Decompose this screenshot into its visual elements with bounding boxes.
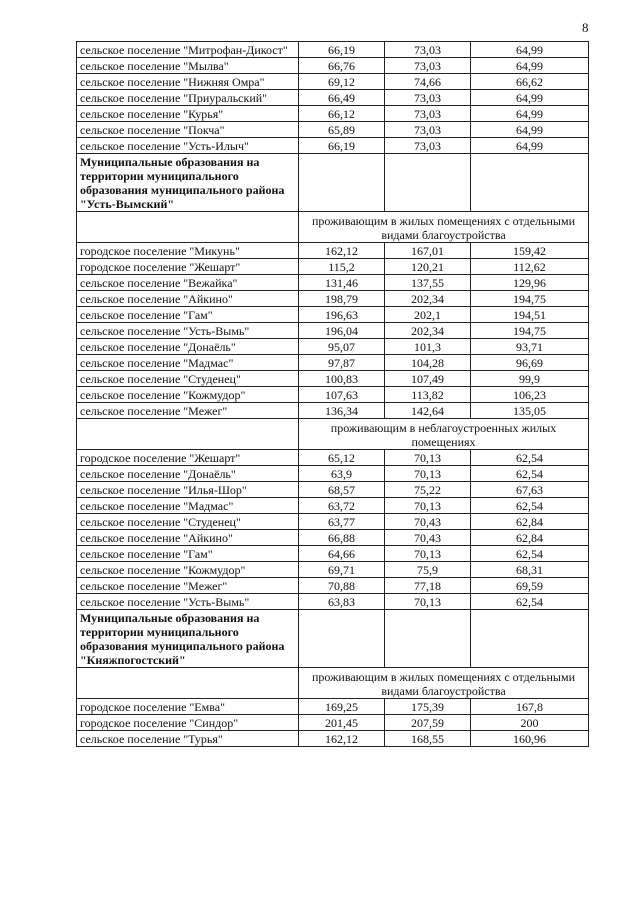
- value-cell-2: 73,03: [385, 42, 471, 58]
- value-cell-3: 68,31: [471, 562, 589, 578]
- section-header-row: [77, 610, 589, 668]
- value-cell-2: 142,64: [385, 403, 471, 419]
- settlement-name-cell: сельское поселение "Покча": [77, 122, 299, 138]
- value-cell-2: 168,55: [385, 731, 471, 747]
- value-cell-2: 207,59: [385, 715, 471, 731]
- settlement-name-cell: городское поселение "Жешарт": [77, 259, 299, 275]
- table-row: [77, 58, 589, 74]
- table-row: [77, 715, 589, 731]
- value-cell-2: 113,82: [385, 387, 471, 403]
- table-row: [77, 466, 589, 482]
- value-cell-1: 196,04: [299, 323, 385, 339]
- settlement-name-cell: городское поселение "Синдор": [77, 715, 299, 731]
- value-cell-3: 99,9: [471, 371, 589, 387]
- settlement-name-cell: сельское поселение "Межег": [77, 578, 299, 594]
- subheader-text: проживающим в неблагоустроенных жилых помещениях: [299, 419, 589, 450]
- settlement-name-cell: сельское поселение "Кожмудор": [77, 387, 299, 403]
- settlement-name-cell: сельское поселение "Студенец": [77, 371, 299, 387]
- settlement-name-cell: сельское поселение "Нижняя Омра": [77, 74, 299, 90]
- empty-cell: [385, 154, 471, 212]
- table-row: [77, 403, 589, 419]
- table-row: [77, 138, 589, 154]
- value-cell-1: 66,76: [299, 58, 385, 74]
- section-title: Муниципальные образования на территории муниципального образования муниципального района "Княжпогостский": [77, 610, 299, 668]
- value-cell-1: 100,83: [299, 371, 385, 387]
- value-cell-2: 70,13: [385, 450, 471, 466]
- empty-cell: [471, 154, 589, 212]
- settlement-name-cell: городское поселение "Емва": [77, 699, 299, 715]
- table-row: [77, 514, 589, 530]
- value-cell-1: 136,34: [299, 403, 385, 419]
- subheader-row: [77, 668, 589, 699]
- value-cell-2: 73,03: [385, 90, 471, 106]
- value-cell-1: 162,12: [299, 243, 385, 259]
- subheader-text: проживающим в жилых помещениях с отдельными видами благоустройства: [299, 668, 589, 699]
- table-row: [77, 578, 589, 594]
- settlement-name-cell: сельское поселение "Донаёль": [77, 466, 299, 482]
- settlement-name-cell: сельское поселение "Кожмудор": [77, 562, 299, 578]
- subheader-row: [77, 419, 589, 450]
- value-cell-3: 62,54: [471, 594, 589, 610]
- value-cell-1: 70,88: [299, 578, 385, 594]
- value-cell-3: 64,99: [471, 58, 589, 74]
- value-cell-1: 97,87: [299, 355, 385, 371]
- value-cell-1: 169,25: [299, 699, 385, 715]
- settlement-name-cell: сельское поселение "Усть-Вымь": [77, 323, 299, 339]
- settlement-name-cell: сельское поселение "Приуральский": [77, 90, 299, 106]
- value-cell-1: 198,79: [299, 291, 385, 307]
- empty-cell: [299, 154, 385, 212]
- value-cell-2: 107,49: [385, 371, 471, 387]
- value-cell-2: 104,28: [385, 355, 471, 371]
- settlement-name-cell: городское поселение "Жешарт": [77, 450, 299, 466]
- value-cell-3: 194,51: [471, 307, 589, 323]
- subheader-row: [77, 212, 589, 243]
- value-cell-3: 69,59: [471, 578, 589, 594]
- value-cell-1: 131,46: [299, 275, 385, 291]
- table-row: [77, 482, 589, 498]
- table-row: [77, 243, 589, 259]
- table-row: [77, 594, 589, 610]
- value-cell-2: 70,43: [385, 530, 471, 546]
- settlement-name-cell: сельское поселение "Усть-Илыч": [77, 138, 299, 154]
- table-row: [77, 307, 589, 323]
- settlement-name-cell: городское поселение "Микунь": [77, 243, 299, 259]
- value-cell-3: 194,75: [471, 291, 589, 307]
- value-cell-1: 63,9: [299, 466, 385, 482]
- empty-cell: [77, 668, 299, 699]
- value-cell-2: 70,13: [385, 594, 471, 610]
- value-cell-3: 106,23: [471, 387, 589, 403]
- table-row: [77, 323, 589, 339]
- table-row: [77, 699, 589, 715]
- value-cell-3: 112,62: [471, 259, 589, 275]
- settlement-name-cell: сельское поселение "Курья": [77, 106, 299, 122]
- value-cell-1: 69,12: [299, 74, 385, 90]
- value-cell-1: 68,57: [299, 482, 385, 498]
- value-cell-1: 65,12: [299, 450, 385, 466]
- settlement-name-cell: сельское поселение "Гам": [77, 307, 299, 323]
- value-cell-3: 62,54: [471, 466, 589, 482]
- value-cell-3: 67,63: [471, 482, 589, 498]
- section-title: Муниципальные образования на территории муниципального образования муниципального района "Усть-Вымский": [77, 154, 299, 212]
- settlement-name-cell: сельское поселение "Мадмас": [77, 355, 299, 371]
- value-cell-1: 201,45: [299, 715, 385, 731]
- value-cell-2: 202,34: [385, 323, 471, 339]
- value-cell-1: 95,07: [299, 339, 385, 355]
- value-cell-3: 62,84: [471, 530, 589, 546]
- value-cell-2: 202,1: [385, 307, 471, 323]
- value-cell-3: 66,62: [471, 74, 589, 90]
- settlement-name-cell: сельское поселение "Гам": [77, 546, 299, 562]
- table-row: [77, 562, 589, 578]
- value-cell-3: 194,75: [471, 323, 589, 339]
- value-cell-2: 73,03: [385, 122, 471, 138]
- empty-cell: [299, 610, 385, 668]
- value-cell-1: 66,19: [299, 138, 385, 154]
- value-cell-1: 64,66: [299, 546, 385, 562]
- table-row: [77, 90, 589, 106]
- settlement-name-cell: сельское поселение "Студенец": [77, 514, 299, 530]
- value-cell-2: 202,34: [385, 291, 471, 307]
- value-cell-2: 73,03: [385, 106, 471, 122]
- value-cell-2: 175,39: [385, 699, 471, 715]
- value-cell-1: 63,72: [299, 498, 385, 514]
- value-cell-3: 62,54: [471, 546, 589, 562]
- value-cell-3: 129,96: [471, 275, 589, 291]
- value-cell-3: 64,99: [471, 42, 589, 58]
- value-cell-3: 159,42: [471, 243, 589, 259]
- value-cell-3: 64,99: [471, 122, 589, 138]
- table-row: [77, 530, 589, 546]
- value-cell-3: 96,69: [471, 355, 589, 371]
- value-cell-2: 70,43: [385, 514, 471, 530]
- settlement-name-cell: сельское поселение "Илья-Шор": [77, 482, 299, 498]
- value-cell-1: 66,49: [299, 90, 385, 106]
- value-cell-1: 66,88: [299, 530, 385, 546]
- value-cell-3: 93,71: [471, 339, 589, 355]
- value-cell-2: 70,13: [385, 498, 471, 514]
- empty-cell: [471, 610, 589, 668]
- value-cell-3: 62,54: [471, 498, 589, 514]
- value-cell-3: 64,99: [471, 90, 589, 106]
- value-cell-1: 63,77: [299, 514, 385, 530]
- table-row: [77, 546, 589, 562]
- empty-cell: [77, 419, 299, 450]
- settlement-name-cell: сельское поселение "Мадмас": [77, 498, 299, 514]
- value-cell-2: 70,13: [385, 466, 471, 482]
- value-cell-2: 73,03: [385, 58, 471, 74]
- settlement-name-cell: сельское поселение "Айкино": [77, 291, 299, 307]
- settlement-name-cell: сельское поселение "Турья": [77, 731, 299, 747]
- table-row: [77, 450, 589, 466]
- value-cell-3: 62,54: [471, 450, 589, 466]
- value-cell-2: 75,22: [385, 482, 471, 498]
- value-cell-2: 75,9: [385, 562, 471, 578]
- page-number: 8: [582, 20, 589, 35]
- table-row: [77, 74, 589, 90]
- table-row: [77, 122, 589, 138]
- table-row: [77, 259, 589, 275]
- value-cell-2: 167,01: [385, 243, 471, 259]
- value-cell-2: 70,13: [385, 546, 471, 562]
- table-row: [77, 275, 589, 291]
- settlement-name-cell: сельское поселение "Мылва": [77, 58, 299, 74]
- empty-cell: [77, 212, 299, 243]
- settlement-name-cell: сельское поселение "Усть-Вымь": [77, 594, 299, 610]
- value-cell-3: 62,84: [471, 514, 589, 530]
- table-row: [77, 355, 589, 371]
- table-row: [77, 106, 589, 122]
- value-cell-1: 65,89: [299, 122, 385, 138]
- value-cell-1: 66,19: [299, 42, 385, 58]
- value-cell-3: 160,96: [471, 731, 589, 747]
- settlement-name-cell: сельское поселение "Вежайка": [77, 275, 299, 291]
- settlement-name-cell: сельское поселение "Митрофан-Дикост": [77, 42, 299, 58]
- subheader-text: проживающим в жилых помещениях с отдельными видами благоустройства: [299, 212, 589, 243]
- value-cell-3: 200: [471, 715, 589, 731]
- value-cell-3: 64,99: [471, 138, 589, 154]
- value-cell-2: 137,55: [385, 275, 471, 291]
- value-cell-2: 77,18: [385, 578, 471, 594]
- value-cell-2: 74,66: [385, 74, 471, 90]
- table-row: [77, 291, 589, 307]
- value-cell-1: 196,63: [299, 307, 385, 323]
- value-cell-2: 120,21: [385, 259, 471, 275]
- table-row: [77, 371, 589, 387]
- tariff-table-body: [77, 42, 589, 747]
- settlement-name-cell: сельское поселение "Донаёль": [77, 339, 299, 355]
- value-cell-3: 167,8: [471, 699, 589, 715]
- value-cell-1: 66,12: [299, 106, 385, 122]
- table-row: [77, 339, 589, 355]
- table-row: [77, 498, 589, 514]
- tariff-table: [76, 41, 589, 747]
- value-cell-1: 69,71: [299, 562, 385, 578]
- value-cell-1: 162,12: [299, 731, 385, 747]
- table-row: [77, 731, 589, 747]
- section-header-row: [77, 154, 589, 212]
- value-cell-3: 64,99: [471, 106, 589, 122]
- value-cell-3: 135,05: [471, 403, 589, 419]
- value-cell-1: 115,2: [299, 259, 385, 275]
- table-row: [77, 42, 589, 58]
- value-cell-2: 101,3: [385, 339, 471, 355]
- value-cell-2: 73,03: [385, 138, 471, 154]
- value-cell-1: 63,83: [299, 594, 385, 610]
- settlement-name-cell: сельское поселение "Межег": [77, 403, 299, 419]
- empty-cell: [385, 610, 471, 668]
- table-row: [77, 387, 589, 403]
- value-cell-1: 107,63: [299, 387, 385, 403]
- settlement-name-cell: сельское поселение "Айкино": [77, 530, 299, 546]
